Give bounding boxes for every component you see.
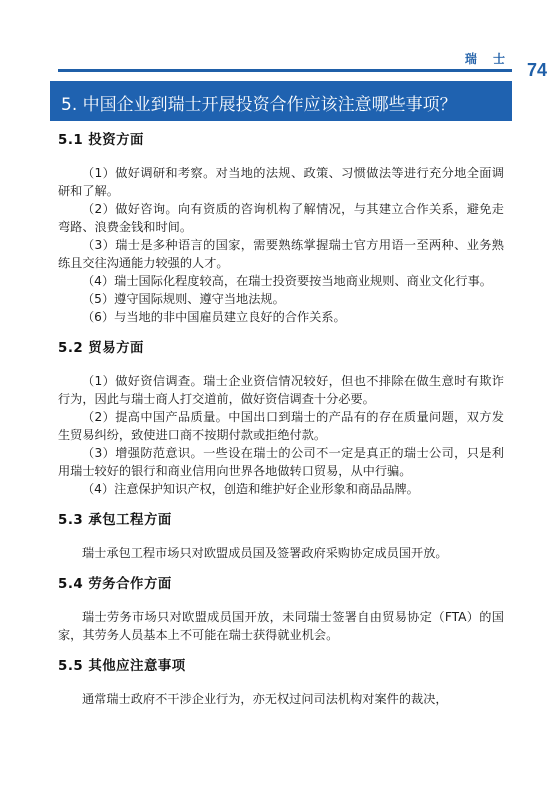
page-header (0, 0, 559, 80)
section-title: 5.4 劳务合作方面 (58, 577, 172, 592)
paragraph: （6）与当地的非中国雇员建立良好的合作关系。 (82, 310, 346, 324)
paragraph: （1）做好调研和考察。对当地的法规、政策、习惯做法等进行充分地全面调研和了解。 (58, 166, 504, 198)
page-number: 74 (526, 60, 547, 80)
section-title: 5.5 其他应注意事项 (58, 659, 186, 674)
paragraph: （2）提高中国产品质量。中国出口到瑞士的产品有的存在质量问题，双方发生贸易纠纷，致使进口商不按期付款或拒绝付款。 (58, 410, 504, 442)
paragraph: （1）做好资信调查。瑞士企业资信情况较好，但也不排除在做生意时有欺诈行为，因此与瑞士商人打交道前，做好资信调查十分必要。 (58, 374, 504, 406)
body-content (58, 132, 504, 708)
paragraph: （5）遵守国际规则、遵守当地法规。 (82, 292, 285, 306)
paragraph: 瑞士劳务市场只对欧盟成员国开放，未同瑞士签署自由贸易协定（FTA）的国家，其劳务人员基本上不可能在瑞士获得就业机会。 (58, 610, 504, 642)
paragraph: （4）注意保护知识产权，创造和维护好企业形象和商品品牌。 (82, 482, 419, 496)
chapter-title-bar (50, 81, 512, 121)
section-title: 5.1 投资方面 (58, 133, 144, 148)
section-title: 5.2 贸易方面 (58, 341, 144, 356)
paragraph: 瑞士承包工程市场只对欧盟成员国及签署政府采购协定成员国开放。 (82, 546, 448, 560)
paragraph: （3）增强防范意识。一些设在瑞士的公司不一定是真正的瑞士公司，只是利用瑞士较好的银行和商业信用向世界各地做转口贸易，从中行骗。 (58, 446, 504, 478)
running-header-country: 瑞 士 (464, 52, 511, 66)
paragraph: （2）做好咨询。向有资质的咨询机构了解情况，与其建立合作关系，避免走弯路、浪费金钱和时间。 (58, 202, 504, 234)
paragraph: 通常瑞士政府不干涉企业行为，亦无权过问司法机构对案件的裁决， (82, 692, 448, 706)
header-rule (58, 69, 512, 72)
chapter-title: 5. 中国企业到瑞士开展投资合作应该注意哪些事项？ (61, 95, 457, 115)
paragraph: （4）瑞士国际化程度较高，在瑞士投资要按当地商业规则、商业文化行事。 (82, 274, 492, 288)
section-title: 5.3 承包工程方面 (58, 513, 172, 528)
paragraph: （3）瑞士是多种语言的国家，需要熟练掌握瑞士官方用语一至两种、业务熟练且交往沟通能力较强的人才。 (58, 238, 504, 270)
